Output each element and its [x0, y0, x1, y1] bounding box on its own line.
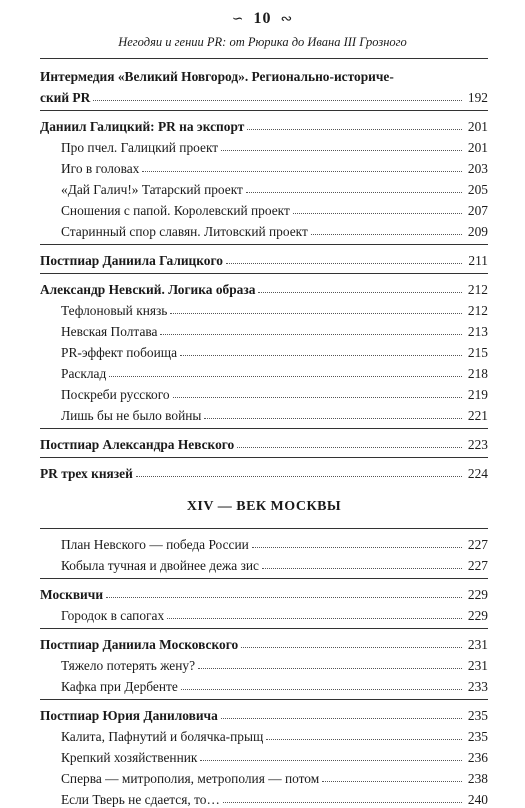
toc-entry-title: Невская Полтава — [61, 324, 160, 340]
toc-subentry — [40, 319, 488, 340]
dot-leader — [252, 547, 462, 548]
ornament-right-icon: ∾ — [280, 12, 294, 27]
divider — [40, 110, 488, 111]
toc-subentry — [40, 787, 488, 808]
toc-entry-title: Иго в головах — [61, 161, 142, 177]
toc-subentry — [40, 603, 488, 624]
toc-entry-title: Интермедия «Великий Новгород». Регионально-историче- — [40, 69, 397, 85]
toc-entry-title: Александр Невский. Логика образа — [40, 282, 258, 298]
toc-entry-title: PR-эффект побоища — [61, 345, 180, 361]
dot-leader — [160, 334, 462, 335]
ornament-left-icon: ∽ — [231, 12, 245, 27]
toc-entry-page: 201 — [467, 140, 488, 155]
toc-entry-page: 211 — [468, 253, 488, 268]
dot-leader — [241, 647, 462, 648]
toc-entry-title: Про пчел. Галицкий проект — [61, 140, 221, 156]
toc-entry-title: Постпиар Даниила Галицкого — [40, 253, 226, 269]
toc-entry-title: Сношения с папой. Королевский проект — [61, 203, 293, 219]
toc-subentry — [40, 298, 488, 319]
divider — [40, 428, 488, 429]
toc-entry-intermedia — [40, 85, 488, 106]
dot-leader — [266, 739, 462, 740]
toc-entry-page: 215 — [467, 345, 488, 360]
toc-entry-title: Крепкий хозяйственник — [61, 750, 200, 766]
toc-entry-page: 229 — [467, 608, 488, 623]
toc-subentry — [40, 553, 488, 574]
toc-subentry — [40, 156, 488, 177]
toc-entry-page: 233 — [467, 679, 488, 694]
toc-subentry — [40, 382, 488, 403]
toc-entry-title: Постпиар Юрия Даниловича — [40, 708, 221, 724]
toc-entry-page: 227 — [467, 558, 488, 573]
running-title: Негодяи и гении PR: от Рюрика до Ивана III Грозного — [118, 35, 407, 49]
dot-leader — [221, 718, 462, 719]
toc-entry-postpiar-alexander — [40, 432, 488, 453]
toc-subentry — [40, 653, 488, 674]
toc-entry-page: 203 — [467, 161, 488, 176]
toc-subentry — [40, 745, 488, 766]
toc-entry-page: 207 — [467, 203, 488, 218]
toc-entry-postpiar-daniil-moscow — [40, 632, 488, 653]
table-of-contents — [40, 64, 488, 808]
toc-entry-page: 221 — [467, 408, 488, 423]
dot-leader — [198, 668, 462, 669]
divider — [40, 699, 488, 700]
divider — [40, 457, 488, 458]
dot-leader — [167, 618, 462, 619]
toc-entry-title: Постпиар Даниила Московского — [40, 637, 241, 653]
toc-entry-page: 238 — [467, 771, 488, 786]
toc-subentry — [40, 532, 488, 553]
toc-entry-page: 212 — [467, 282, 488, 297]
toc-entry-postpiar-yuri — [40, 703, 488, 724]
dot-leader — [258, 292, 462, 293]
toc-entry-title: Старинный спор славян. Литовский проект — [61, 224, 311, 240]
dot-leader — [204, 418, 462, 419]
toc-entry-title: Постпиар Александра Невского — [40, 437, 237, 453]
toc-entry-page: 212 — [467, 303, 488, 318]
toc-entry-title: Тяжело потерять жену? — [61, 658, 198, 674]
toc-subentry — [40, 219, 488, 240]
divider — [40, 528, 488, 529]
toc-entry-title: «Дай Галич!» Татарский проект — [61, 182, 246, 198]
toc-entry-page: 236 — [467, 750, 488, 765]
toc-entry-title: Лишь бы не было войны — [61, 408, 204, 424]
toc-subentry — [40, 724, 488, 745]
toc-entry-title: Тефлоновый князь — [61, 303, 170, 319]
dot-leader — [322, 781, 462, 782]
toc-entry-page: 231 — [467, 637, 488, 652]
divider — [40, 244, 488, 245]
toc-entry-page: 209 — [467, 224, 488, 239]
toc-subentry — [40, 340, 488, 361]
toc-subentry — [40, 361, 488, 382]
page-number-line — [0, 8, 525, 31]
toc-entry-title: PR трех князей — [40, 466, 136, 482]
toc-entry-title: ский PR — [40, 90, 93, 106]
divider — [40, 628, 488, 629]
toc-entry-title: Поскреби русского — [61, 387, 173, 403]
toc-entry-intermedia-line1 — [40, 64, 488, 85]
toc-entry-title: Расклад — [61, 366, 109, 382]
toc-entry-title: Сперва — митрополия, метрополия — потом — [61, 771, 322, 787]
dot-leader — [221, 150, 462, 151]
dot-leader — [109, 376, 462, 377]
dot-leader — [173, 397, 462, 398]
dot-leader — [247, 129, 462, 130]
dot-leader — [237, 447, 462, 448]
dot-leader — [106, 597, 462, 598]
toc-entry-page: 235 — [467, 708, 488, 723]
toc-entry-page: 240 — [467, 792, 488, 807]
toc-entry-title: Даниил Галицкий: PR на экспорт — [40, 119, 247, 135]
toc-entry-title: План Невского — победа России — [61, 537, 252, 553]
toc-subentry — [40, 198, 488, 219]
toc-entry-page: 224 — [467, 466, 488, 481]
toc-subentry — [40, 766, 488, 787]
dot-leader — [170, 313, 462, 314]
toc-entry-page: 235 — [467, 729, 488, 744]
toc-subentry — [40, 177, 488, 198]
toc-entry-title: Кобыла тучная и двойнее дежа зис — [61, 558, 262, 574]
toc-entry-alexander — [40, 277, 488, 298]
dot-leader — [246, 192, 462, 193]
section-title-xiv: XIV — ВЕК МОСКВЫ — [186, 499, 342, 514]
toc-entry-pr-three-princes — [40, 461, 488, 482]
toc-entry-page: 227 — [467, 537, 488, 552]
divider — [40, 273, 488, 274]
toc-entry-page: 205 — [467, 182, 488, 197]
toc-entry-title: Калита, Пафнутий и болячка-прыщ — [61, 729, 266, 745]
toc-entry-title: Городок в сапогах — [61, 608, 167, 624]
toc-subentry — [40, 674, 488, 695]
header-rule — [40, 58, 488, 59]
toc-entry-page: 201 — [467, 119, 488, 134]
dot-leader — [180, 355, 462, 356]
dot-leader — [181, 689, 462, 690]
toc-entry-title: Если Тверь не сдается, то… — [61, 792, 223, 808]
dot-leader — [262, 568, 462, 569]
toc-entry-page: 219 — [467, 387, 488, 402]
toc-entry-page: 223 — [467, 437, 488, 452]
dot-leader — [200, 760, 462, 761]
dot-leader — [311, 234, 462, 235]
dot-leader — [93, 100, 462, 101]
toc-entry-page: 229 — [467, 587, 488, 602]
toc-entry-moskvichi — [40, 582, 488, 603]
toc-entry-page: 218 — [467, 366, 488, 381]
page-number: 10 — [253, 10, 272, 27]
dot-leader — [293, 213, 462, 214]
dot-leader — [142, 171, 462, 172]
toc-entry-daniil — [40, 114, 488, 135]
toc-entry-page: 231 — [467, 658, 488, 673]
toc-subentry — [40, 403, 488, 424]
toc-entry-title: Кафка при Дербенте — [61, 679, 181, 695]
dot-leader — [136, 476, 462, 477]
toc-entry-page: 192 — [467, 90, 488, 105]
page-header — [0, 8, 525, 51]
toc-entry-page: 213 — [467, 324, 488, 339]
dot-leader — [226, 263, 462, 264]
dot-leader — [223, 802, 462, 803]
toc-entry-postpiar-daniil — [40, 248, 488, 269]
toc-entry-title: Москвичи — [40, 587, 106, 603]
toc-subentry — [40, 135, 488, 156]
divider — [40, 578, 488, 579]
